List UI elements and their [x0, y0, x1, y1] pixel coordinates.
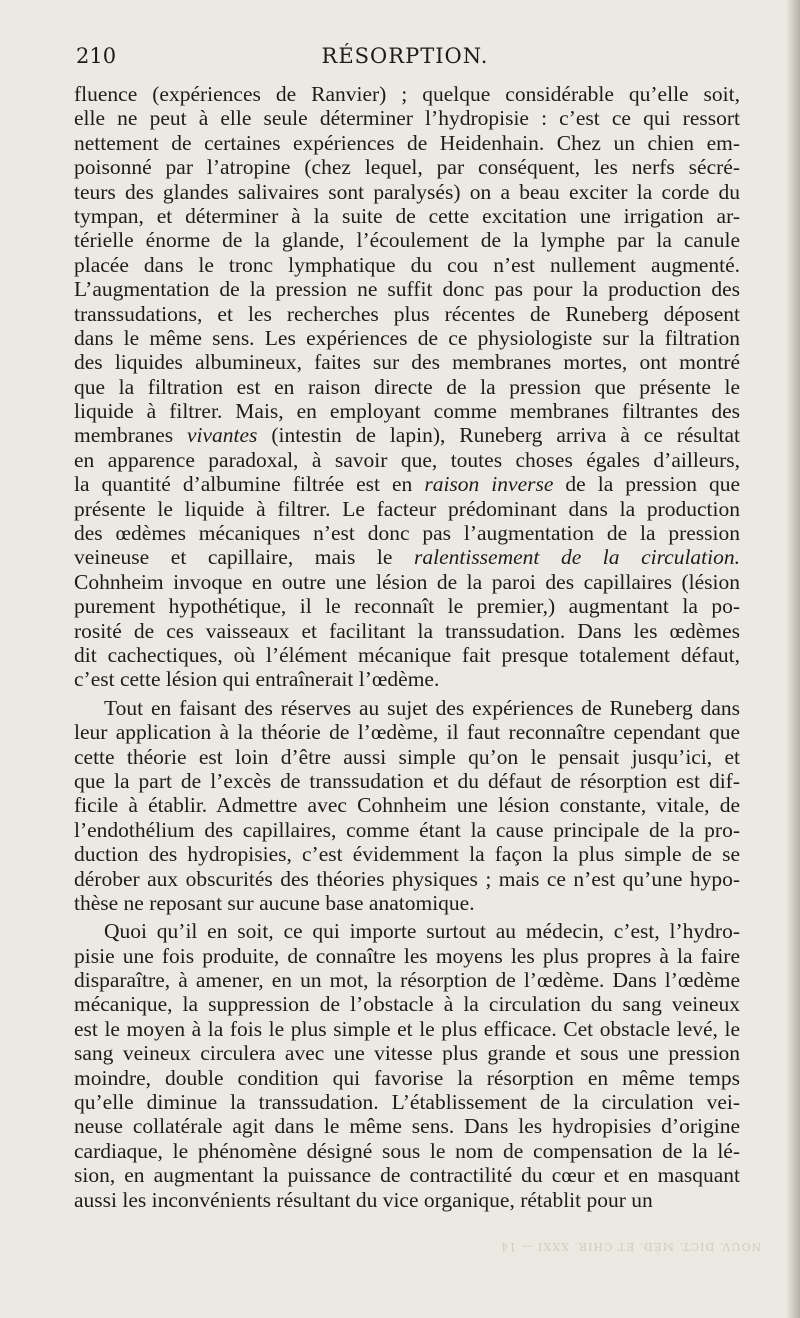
text-line: [74, 1114, 740, 1138]
text-run: la quantité d’albumine filtrée est en: [74, 472, 425, 497]
bleed-through-text: NOUV. DICT. MÉD. ET CHIR. XXXI — 14: [500, 1240, 762, 1253]
text-run: veineuse et capillaire, mais le: [74, 545, 414, 570]
text-run: Quoi qu’il en soit, ce qui importe surtout au médecin, c’est, l’hydro-: [104, 919, 740, 944]
text-line: [74, 155, 740, 179]
text-run: présente le liquide à filtrer. Le facteur prédominant dans la production: [74, 496, 740, 521]
italic-text: raison inverse: [424, 472, 554, 497]
body-text: [74, 82, 740, 1212]
text-run: Cohnheim invoque en outre une lésion de la paroi des capillaires (lésion: [74, 569, 740, 594]
text-run: tympan, et déterminer à la suite de cette excitation une irrigation ar-: [74, 203, 740, 228]
text-run: cette théorie est loin d’être aussi simple qu’on le pensait jusqu’ici, et: [74, 744, 740, 769]
text-line: [74, 399, 740, 423]
text-run: cardiaque, le phénomène désigné sous le nom de compensation de la lé-: [74, 1138, 740, 1163]
text-run: c’est cette lésion qui entraînerait l’œdème.: [74, 667, 440, 692]
text-run: duction des hydropisies, c’est évidemment la façon la plus simple de se: [74, 842, 740, 867]
text-line: [74, 594, 740, 618]
text-run: pisie une fois produite, de connaître les moyens les plus propres à la faire: [74, 943, 740, 968]
page-number: 210: [76, 44, 117, 68]
text-line: [74, 375, 740, 399]
text-line: [74, 423, 740, 447]
paragraph: [74, 696, 740, 916]
text-line: [74, 793, 740, 817]
page-header: [72, 44, 738, 78]
text-run: membranes: [74, 423, 187, 448]
text-line: [74, 919, 740, 943]
text-run: des liquides albumineux, faites sur des membranes mortes, ont montré: [74, 350, 740, 375]
text-run: purement hypothétique, il le reconnaît le premier,) augmentant la po-: [74, 594, 740, 619]
text-line: [74, 545, 740, 569]
text-line: [74, 643, 740, 667]
text-line: [74, 228, 740, 252]
text-line: [74, 204, 740, 228]
italic-text: vivantes: [186, 423, 258, 448]
text-run: elle ne peut à elle seule déterminer l’hydropisie : c’est ce qui ressort: [74, 106, 740, 131]
text-line: [74, 769, 740, 793]
text-line: [74, 818, 740, 842]
text-run: poisonné par l’atropine (chez lequel, par conséquent, les nerfs sécré-: [74, 155, 740, 180]
running-title: RÉSORPTION.: [321, 44, 489, 68]
paragraph: [74, 919, 740, 1212]
text-run: l’endothélium des capillaires, comme étant la cause principale de la pro-: [74, 817, 740, 842]
text-run: nettement de certaines expériences de Heidenhain. Chez un chien em-: [74, 130, 740, 155]
text-run: Tout en faisant des réserves au sujet des expériences de Runeberg dans: [104, 695, 740, 720]
text-line: [74, 521, 740, 545]
text-run: (intestin de lapin), Runeberg arriva à ce résultat: [257, 423, 740, 448]
text-run: dans le même sens. Les expériences de ce physiologiste sur la filtration: [74, 325, 740, 350]
text-run: sang veineux circulera avec une vitesse plus grande et sous une pression: [74, 1041, 740, 1066]
text-run: liquide à filtrer. Mais, en employant comme membranes filtrantes des: [74, 399, 740, 424]
text-run: mécanique, la suppression de l’obstacle à la circulation du sang veineux: [74, 992, 740, 1017]
text-line: [74, 570, 740, 594]
text-line: [74, 745, 740, 769]
text-line: [74, 968, 740, 992]
text-run: que la filtration est en raison directe de la pression que présente le: [74, 374, 740, 399]
text-line: [74, 180, 740, 204]
text-line: [74, 497, 740, 521]
text-line: [74, 867, 740, 891]
text-line: [74, 992, 740, 1016]
text-run: thèse ne reposant sur aucune base anatomique.: [74, 890, 475, 915]
text-line: [74, 696, 740, 720]
text-run: ficile à établir. Admettre avec Cohnheim une lésion constante, vitale, de: [74, 793, 740, 818]
text-line: [74, 891, 740, 915]
text-run: teurs des glandes salivaires sont paralysés) on a beau exciter la corde du: [74, 179, 740, 204]
text-run: dit cachectiques, où l’élément mécanique fait presque totalement défaut,: [74, 642, 740, 667]
text-run: aussi les inconvénients résultant du vice organique, rétablit pour un: [74, 1187, 653, 1212]
text-line: [74, 720, 740, 744]
text-run: L’augmentation de la pression ne suffit donc pas pour la production des: [74, 277, 740, 302]
text-run: qu’elle diminue la transsudation. L’établissement de la circulation vei-: [74, 1090, 740, 1115]
text-run: placée dans le tronc lymphatique du cou n’est nullement augmenté.: [74, 252, 740, 277]
text-run: dérober aux obscurités des théories physiques ; mais ce n’est qu’une hypo-: [74, 866, 740, 891]
text-line: [74, 350, 740, 374]
text-run: neuse collatérale agit dans le même sens. Dans les hydropisies d’origine: [74, 1114, 740, 1139]
text-line: [74, 106, 740, 130]
text-line: [74, 1188, 740, 1212]
italic-text: ralentissement de la circulation.: [413, 545, 740, 570]
text-line: [74, 1041, 740, 1065]
text-line: [74, 253, 740, 277]
text-run: térielle énorme de la glande, l’écoulement de la lymphe par la canule: [74, 228, 740, 253]
text-line: [74, 1066, 740, 1090]
text-run: des œdèmes mécaniques n’est donc pas l’augmentation de la pression: [74, 521, 740, 546]
text-line: [74, 619, 740, 643]
text-run: de la pression que: [553, 472, 740, 497]
text-line: [74, 472, 740, 496]
text-run: en apparence paradoxal, à savoir que, toutes choses égales d’ailleurs,: [74, 447, 740, 472]
text-line: [74, 1017, 740, 1041]
text-line: [74, 1163, 740, 1187]
text-run: fluence (expériences de Ranvier) ; quelque considérable qu’elle soit,: [74, 82, 740, 106]
text-line: [74, 131, 740, 155]
text-run: est le moyen à la fois le plus simple et le plus efficace. Cet obstacle levé, le: [74, 1016, 740, 1041]
paragraph: [74, 82, 740, 692]
text-run: leur application à la théorie de l’œdème, il faut reconnaître cependant que: [74, 720, 740, 745]
text-line: [74, 1090, 740, 1114]
text-line: [74, 944, 740, 968]
text-run: que la part de l’excès de transsudation et du défaut de résorption est dif-: [74, 768, 740, 793]
text-line: [74, 1139, 740, 1163]
text-line: [74, 448, 740, 472]
text-run: rosité de ces vaisseaux et facilitant la transsudation. Dans les œdèmes: [74, 618, 740, 643]
text-run: transsudations, et les recherches plus récentes de Runeberg déposent: [74, 301, 740, 326]
text-line: [74, 302, 740, 326]
text-line: [74, 82, 740, 106]
text-run: moindre, double condition qui favorise la résorption en même temps: [74, 1065, 740, 1090]
page-edge-shadow: [786, 0, 800, 1318]
text-line: [74, 667, 740, 691]
text-line: [74, 326, 740, 350]
text-run: disparaître, à amener, en un mot, la résorption de l’œdème. Dans l’œdème: [74, 968, 740, 993]
text-line: [74, 277, 740, 301]
text-run: sion, en augmentant la puissance de contractilité du cœur et en masquant: [74, 1163, 740, 1188]
text-line: [74, 842, 740, 866]
